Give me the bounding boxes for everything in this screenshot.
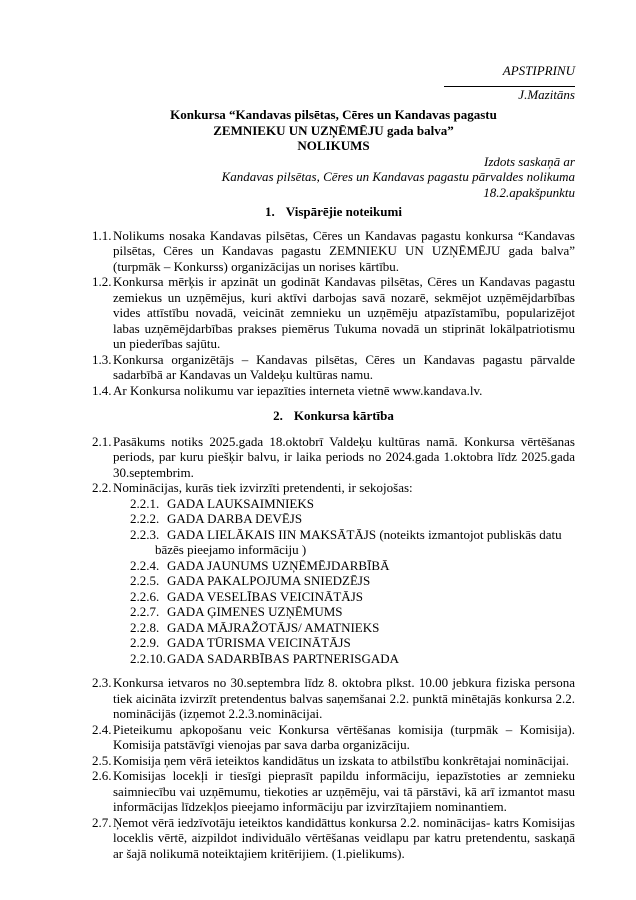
item-number: 2.7. (92, 814, 112, 830)
list-item-2-5 (92, 753, 575, 769)
item-text: Ar Konkursa nolikumu var iepazīties interneta vietnē www.kandava.lv. (113, 382, 483, 398)
list-item-1-4 (92, 383, 575, 399)
item-number: 2.2.2. (130, 511, 160, 526)
item-number: 2.2.10. (130, 650, 166, 666)
item-text: Konkursa organizētājs – Kandavas pilsētas, Cēres un Kandavas pagastu pārvalde sadarbībā ar Kandavas un Valdeķu kultūras namu. (113, 351, 575, 382)
item-text: Konkursa ietvaros no 30.septembra līdz 8. oktobra plkst. 10.00 jebkura fiziska persona tiek aicināta izvirzīt pretendentus balvas saņemšanai 2.2. punktā minētajās konkursa 2.2. nominācijās (izņemot 2.2.3.nominācijai. (113, 675, 575, 721)
list-item-1-1 (92, 228, 575, 275)
item-number: 2.1. (92, 433, 112, 449)
list-subitem-2-2-6 (130, 588, 575, 605)
item-number: 2.2.4. (130, 557, 160, 573)
list-item-2-4 (92, 722, 575, 753)
item-number: 1.1. (92, 227, 112, 243)
item-text: Nolikums nosaka Kandavas pilsētas, Cēres un Kandavas pagastu konkursa “Kandavas pilsētas, Cēres un Kandavas pagastu ZEMNIEKU UN UZŅĒMĒJU gada balva” (turpmāk – Konkurss) organizācijas un norises kārtību. (113, 227, 575, 274)
item-number: 2.2.3. (130, 526, 160, 542)
item-number: 2.2. (92, 480, 112, 495)
nomination-text: GADA JAUNUMS UZŅĒMĒJDARBĪBĀ (167, 557, 390, 573)
list-item-2-7 (92, 815, 575, 862)
list-subitem-2-2-5 (130, 573, 575, 589)
item-number: 2.3. (92, 675, 112, 690)
section-title: Vispārējie noteikumi (285, 204, 402, 219)
list-subitem-2-2-3 (130, 526, 575, 558)
nomination-text: GADA LIELĀKAIS IIN MAKSĀTĀJS (noteikts izmantojot publiskās datu bāzēs pieejamo informāciju ) (155, 526, 562, 557)
legal-basis-line-3: 18.2.apakšpunktu (483, 184, 575, 200)
item-number: 2.4. (92, 721, 112, 737)
list-item-2-3 (92, 675, 575, 722)
item-text: Nominācijas, kurās tiek izvirzīti pretendenti, ir sekojošas: (113, 480, 413, 495)
item-text: Pieteikumu apkopošanu veic Konkursa vērtēšanas komisija (turpmāk – Komisija). Komisija patstāvīgi vienojas par sava darba organizāciju. (113, 721, 575, 752)
section-number: 2. (273, 408, 283, 423)
item-number: 2.2.7. (130, 604, 160, 619)
legal-basis-line-2: Kandavas pilsētas, Cēres un Kandavas pagastu pārvaldes nolikuma (221, 169, 575, 184)
item-number: 1.4. (92, 382, 112, 398)
nomination-text: GADA VESELĪBAS VEICINĀTĀJS (167, 588, 363, 604)
document-title (92, 107, 575, 154)
item-text: Komisijas locekļi ir tiesīgi pieprasīt papildu informāciju, iepazīstoties ar zemnieku saimniecību vai uzņēmumu, tiekoties ar uzņēmēju, vai tā pārstāvi, kā arī izmantot masu informācijas līdzekļos pieejamo informāciju par izvirzītajiem nominantiem. (113, 768, 575, 814)
document-title-line-3: NOLIKUMS (297, 138, 370, 153)
item-text: Komisija ņem vērā ieteiktos kandidātus un izskata to atbilstību konkrētajai nominācijai. (113, 752, 569, 768)
item-number: 2.2.1. (130, 495, 160, 511)
list-subitem-2-2-8 (130, 619, 575, 636)
list-subitem-2-2-1 (130, 495, 575, 512)
nomination-text: GADA PAKALPOJUMA SNIEDZĒJS (167, 573, 371, 588)
nomination-text: GADA DARBA DEVĒJS (167, 511, 303, 526)
approval-block (92, 63, 575, 102)
list-item-2-1 (92, 434, 575, 481)
item-number: 2.5. (92, 752, 112, 768)
approval-signatory: J.Mazitāns (518, 86, 575, 102)
item-number: 2.2.5. (130, 573, 160, 588)
item-number: 2.2.9. (130, 635, 160, 650)
section-title: Konkursa kārtība (293, 408, 394, 423)
nomination-text: GADA TŪRISMA VEICINĀTĀJS (167, 635, 351, 650)
nomination-text: GADA ĢIMENES UZŅĒMUMS (167, 604, 343, 619)
document-title-line-1: Konkursa “Kandavas pilsētas, Cēres un Kandavas pagastu (170, 107, 497, 122)
legal-basis-line-1: Izdots saskaņā ar (483, 153, 575, 169)
item-number: 2.2.8. (130, 619, 160, 635)
approval-label: APSTIPRINU (502, 63, 575, 78)
item-text: Pasākums notiks 2025.gada 18.oktobrī Valdeķu kultūras namā. Konkursa vērtēšanas periods, par kuru piešķir balvu, ir laika periods no 2024.gada 1.oktobra līdz 2025.gada 30.septembrim. (113, 433, 575, 480)
item-text: Konkursa mērķis ir apzināt un godināt Kandavas pilsētas, Cēres un Kandavas pagastu zemiekus un uzņēmējus, kuri aktīvi darbojas savā nozarē, sekmējot uzņēmējdarbības vides attīstību novadā, veicināt zemnieku un uzņēmēju atpazīstamību, popularizējot labas uzņēmējdarbības prakses piemērus Tukuma novadā un stiprināt lokālpatriotismu un piederības sajūtu. (113, 274, 575, 351)
list-item-1-3 (92, 352, 575, 383)
legal-basis (92, 154, 575, 201)
list-item-2-6 (92, 768, 575, 815)
list-subitem-2-2-2 (130, 511, 575, 527)
item-number: 1.2. (92, 274, 112, 289)
section-number: 1. (265, 204, 275, 219)
item-number: 2.6. (92, 768, 112, 783)
nomination-text: GADA LAUKSAIMNIEKS (167, 495, 314, 511)
list-subitem-2-2-7 (130, 604, 575, 620)
list-subitem-2-2-4 (130, 557, 575, 574)
list-item-2-2 (92, 480, 575, 496)
list-item-1-2 (92, 274, 575, 352)
item-number: 1.3. (92, 351, 112, 367)
nomination-text: GADA SADARBĪBAS PARTNERISGADA (167, 650, 400, 666)
document-title-line-2: ZEMNIEKU UN UZŅĒMĒJU gada balva” (213, 122, 454, 138)
section-heading-1 (92, 204, 575, 220)
list-subitem-2-2-10 (130, 650, 575, 667)
section-heading-2 (92, 408, 575, 424)
item-number: 2.2.6. (130, 588, 160, 604)
nomination-text: GADA MĀJRAŽOTĀJS/ AMATNIEKS (167, 619, 380, 635)
list-subitem-2-2-9 (130, 635, 575, 651)
item-text: Ņemot vērā iedzīvotāju ieteiktos kandidāttus konkursa 2.2. nominācijas- katrs Komisijas loceklis vērtē, aizpildot individuālo vērtēšanas veidlapu par katru pretendentu, saskaņā ar šajā nolikumā noteiktajiem kritērijiem. (1.pielikums). (113, 814, 575, 861)
